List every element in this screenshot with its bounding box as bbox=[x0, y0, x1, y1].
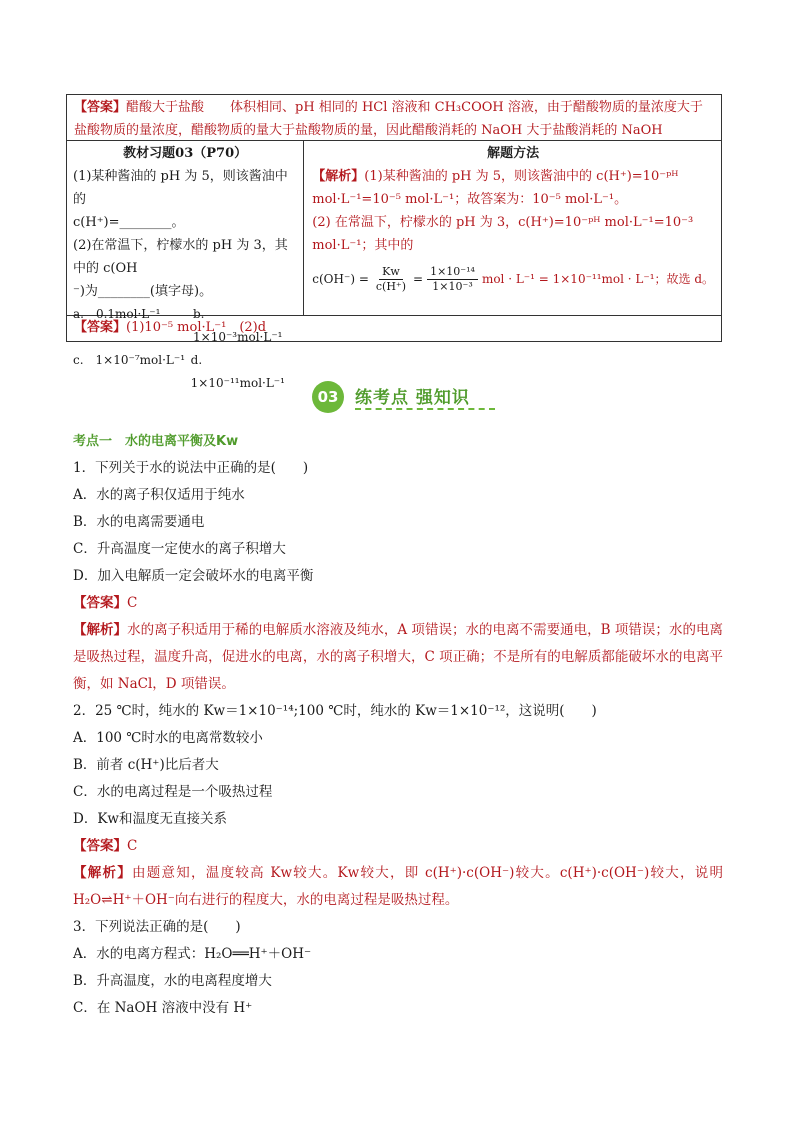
question-1-option-d: D．加入电解质一定会破坏水的电离平衡 bbox=[73, 568, 314, 584]
explanation-text: 由题意知，温度较高 Kw较大。Kw较大，即 c(H⁺)·c(OH⁻)较大。c(H⁺)·c(OH⁻)较大，说明 H₂O⇌H⁺＋OH⁻向右进行的程度大，水的电离过程是吸热过程。 bbox=[73, 865, 723, 908]
formula-equals: = bbox=[413, 271, 424, 286]
fraction-1-denominator: c(H⁺) bbox=[375, 279, 407, 293]
textbook-exercise-table bbox=[66, 94, 722, 390]
option-c: c. 1×10⁻⁷mol·L⁻¹ bbox=[73, 353, 186, 367]
question-1-option-a: A．水的离子积仅适用于纯水 bbox=[73, 487, 245, 503]
analysis-text-1: (1)某种酱油的 pH 为 5，则该酱油中的 c(H⁺)=10⁻ᵖᴴ mol·L⁻¹=10⁻⁵ mol·L⁻¹；故答案为：10⁻⁵ mol·L⁻¹。 bbox=[312, 169, 679, 207]
question-2-option-d: D．Kw和温度无直接关系 bbox=[73, 811, 227, 827]
solution-header: 解题方法 bbox=[487, 146, 540, 161]
exercise-header: 教材习题03（P70） bbox=[123, 146, 248, 161]
fraction-2-denominator: 1×10⁻³ bbox=[432, 279, 473, 293]
formula-fraction-2 bbox=[427, 265, 478, 294]
question-2-explanation bbox=[73, 860, 723, 914]
answer-tag: 【答案】 bbox=[74, 100, 127, 115]
answer-value: C bbox=[127, 595, 138, 611]
formula-lhs: c(OH⁻) = bbox=[312, 271, 369, 286]
question-1-option-c: C．升高温度一定使水的离子积增大 bbox=[73, 541, 286, 557]
options-row-2 bbox=[73, 349, 297, 395]
section-title: 练考点 强知识 bbox=[355, 388, 470, 408]
question-2-line-1: (2)在常温下，柠檬水的 pH 为 3，其中的 c(OH bbox=[73, 238, 288, 276]
question-3-option-b: B．升高温度，水的电离程度增大 bbox=[73, 973, 272, 989]
explanation-text: 水的离子积适用于稀的电解质水溶液及纯水，A 项错误；水的电离不需要通电，B 项错误；水的电离是吸热过程，温度升高，促进水的电离，水的离子积增大，C 项正确；不是所有的电解质都能破坏水的电离平衡，如 NaCl，D 项错误。 bbox=[73, 622, 723, 692]
question-3-option-c: C．在 NaOH 溶液中没有 H⁺ bbox=[73, 1000, 253, 1016]
section-underline bbox=[355, 408, 495, 410]
question-3-stem: 3．下列说法正确的是( ) bbox=[73, 919, 241, 935]
analysis-text-2: (2) 在常温下，柠檬水的 pH 为 3，c(H⁺)=10⁻ᵖᴴ mol·L⁻¹=10⁻³ mol·L⁻¹；其中的 bbox=[312, 215, 694, 253]
question-2-line-2: ⁻)为________(填字母)。 bbox=[73, 284, 213, 299]
explanation-label: 【解析】 bbox=[73, 865, 133, 881]
answer-text-top: 醋酸大于盐酸 体积相同、pH 相同的 HCl 溶液和 CH₃COOH 溶液，由于醋酸物质的量浓度大于盐酸物质的量浓度，醋酸物质的量大于盐酸物质的量，因此醋酸消耗的 NaOH 大于盐酸消耗的 NaOH bbox=[74, 100, 703, 138]
exercise-body bbox=[73, 428, 723, 1022]
question-2-answer bbox=[73, 833, 723, 860]
question-2-option-c: C．水的电离过程是一个吸热过程 bbox=[73, 784, 273, 800]
question-2-option-b: B．前者 c(H⁺)比后者大 bbox=[73, 757, 219, 773]
answer-bottom-tag: 【答案】 bbox=[74, 320, 127, 335]
section-number-badge: 03 bbox=[312, 381, 344, 413]
formula-fraction-1 bbox=[373, 265, 409, 294]
section-header bbox=[312, 381, 492, 415]
analysis-tag: 【解析】 bbox=[312, 169, 365, 184]
question-1-answer bbox=[73, 590, 723, 617]
formula-line bbox=[312, 257, 714, 301]
answer-bottom-text: (1)10⁻⁵ mol·L⁻¹ (2)d bbox=[126, 320, 267, 335]
analysis-part-1 bbox=[312, 165, 714, 211]
option-a: a. 0.1mol·L⁻¹ bbox=[73, 307, 161, 321]
question-1-stem: 1．下列关于水的说法中正确的是( ) bbox=[73, 460, 309, 476]
answer-value: C bbox=[127, 838, 138, 854]
formula-rhs: mol · L⁻¹ = 1×10⁻¹¹mol · L⁻¹；故选 d。 bbox=[481, 271, 715, 286]
fraction-2-numerator: 1×10⁻¹⁴ bbox=[427, 265, 478, 280]
question-1-line-2: c(H⁺)=________。 bbox=[73, 215, 185, 230]
option-d: d. 1×10⁻¹¹mol·L⁻¹ bbox=[190, 353, 285, 390]
question-1-explanation bbox=[73, 617, 723, 698]
fraction-1-numerator: Kw bbox=[379, 265, 403, 280]
answer-row-top bbox=[67, 95, 721, 141]
question-2-option-a: A．100 ℃时水的电离常数较小 bbox=[73, 730, 263, 746]
answer-row-bottom bbox=[67, 316, 721, 341]
knowledge-point-title: 考点一 水的电离平衡及Kw bbox=[73, 434, 239, 449]
question-2-stem: 2．25 ℃时，纯水的 Kw＝1×10⁻¹⁴;100 ℃时，纯水的 Kw＝1×10⁻¹²，这说明( ) bbox=[73, 703, 597, 719]
option-b: b. 1×10⁻³mol·L⁻¹ bbox=[193, 307, 283, 344]
answer-label: 【答案】 bbox=[73, 838, 127, 854]
solution-method-cell bbox=[304, 141, 722, 315]
question-1-option-b: B．水的电离需要通电 bbox=[73, 514, 205, 530]
explanation-label: 【解析】 bbox=[73, 622, 128, 638]
answer-label: 【答案】 bbox=[73, 595, 127, 611]
question-1-line-1: (1)某种酱油的 pH 为 5，则该酱油中的 bbox=[73, 169, 288, 207]
question-3-option-a: A．水的电离方程式：H₂O══H⁺＋OH⁻ bbox=[73, 946, 312, 962]
